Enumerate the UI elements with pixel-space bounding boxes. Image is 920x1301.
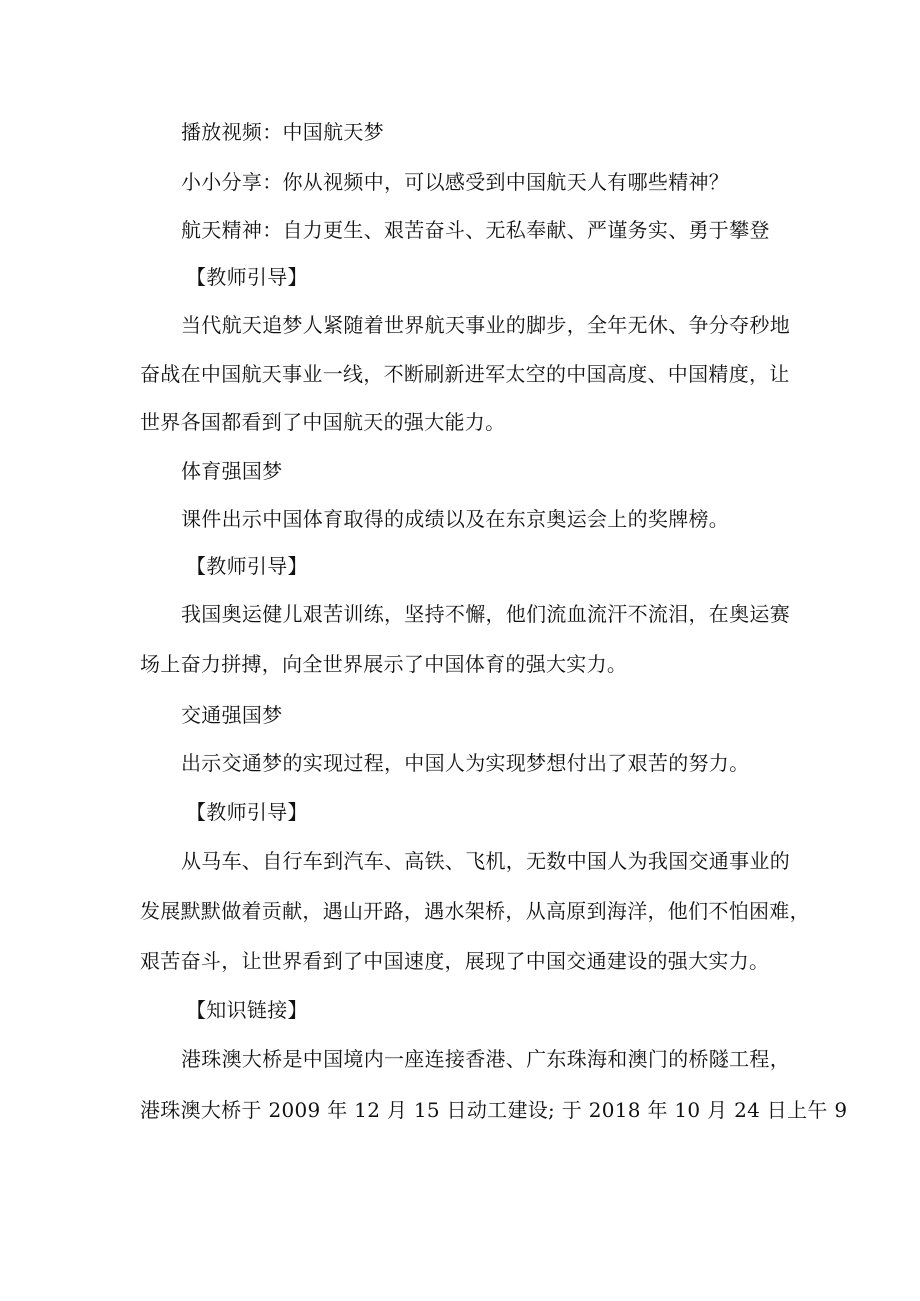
section-title: 交通强国梦 — [181, 703, 283, 727]
paragraph-line: 我国奥运健儿艰苦训练，坚持不懈，他们流血流汗不流泪，在奥运赛 — [181, 602, 790, 626]
paragraph-line: 当代航天追梦人紧随着世界航天事业的脚步，全年无休、争分夺秒地 — [181, 313, 790, 337]
paragraph-line: 出示交通梦的实现过程，中国人为实现梦想付出了艰苦的努力。 — [181, 751, 750, 775]
paragraph-line: 场上奋力拼搏，向全世界展示了中国体育的强大实力。 — [140, 652, 628, 676]
paragraph-line: 世界各国都看到了中国航天的强大能力。 — [140, 410, 506, 434]
paragraph-line: 课件出示中国体育取得的成绩以及在东京奥运会上的奖牌榜。 — [181, 507, 730, 531]
paragraph-line: 港珠澳大桥于 2009 年 12 月 15 日动工建设; 于 2018 年 10 月 24 日上午 9 — [140, 1098, 848, 1122]
teacher-guide-heading: 【教师引导】 — [186, 800, 308, 824]
knowledge-link-heading: 【知识链接】 — [186, 998, 308, 1022]
share-question-line: 小小分享：你从视频中，可以感受到中国航天人有哪些精神？ — [181, 170, 730, 194]
paragraph-line: 艰苦奋斗，让世界看到了中国速度，展现了中国交通建设的强大实力。 — [140, 949, 770, 973]
spirit-line: 航天精神：自力更生、艰苦奋斗、无私奉献、严谨务实、勇于攀登 — [181, 218, 770, 242]
paragraph-line: 从马车、自行车到汽车、高铁、飞机，无数中国人为我国交通事业的 — [181, 849, 790, 873]
paragraph-line: 发展默默做着贡献，遇山开路，遇水架桥，从高原到海洋，他们不怕困难， — [140, 899, 810, 923]
paragraph-line: 奋战在中国航天事业一线，不断刷新进军太空的中国高度、中国精度，让 — [140, 362, 790, 386]
teacher-guide-heading: 【教师引导】 — [186, 265, 308, 289]
teacher-guide-heading: 【教师引导】 — [186, 554, 308, 578]
video-line: 播放视频：中国航天梦 — [181, 120, 384, 144]
paragraph-line: 港珠澳大桥是中国境内一座连接香港、广东珠海和澳门的桥隧工程， — [181, 1047, 790, 1071]
section-title: 体育强国梦 — [181, 459, 283, 483]
